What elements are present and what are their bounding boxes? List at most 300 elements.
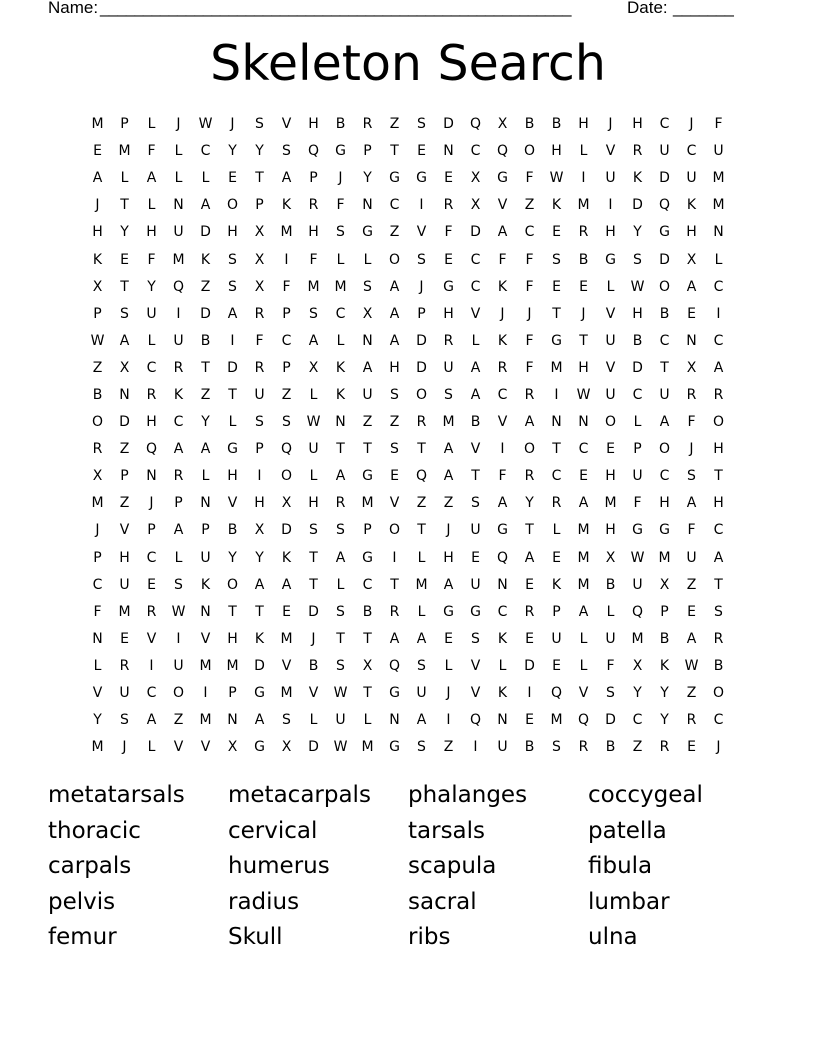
grid-letter: C [659,116,670,133]
grid-letter: R [173,359,184,376]
grid-letter: M [91,495,104,512]
grid-letter: S [471,630,480,647]
grid-letter: M [712,170,725,187]
grid-letter: H [254,495,265,512]
grid-letter: C [281,332,292,349]
grid-letter: A [119,332,130,349]
grid-letter: T [390,576,399,593]
grid-letter: U [470,576,481,593]
grid-letter: A [281,170,292,187]
grid-letter: V [308,685,319,702]
grid-letter: L [147,197,156,214]
grid-letter: N [686,332,697,349]
grid-letter: S [714,603,723,620]
grid-letter: C [335,305,346,322]
grid-row [84,490,732,517]
grid-letter: C [146,359,157,376]
grid-letter: L [606,278,615,295]
grid-letter: E [282,603,291,620]
grid-letter: W [549,170,564,187]
grid-letter: A [497,495,508,512]
grid-letter: N [335,414,346,431]
grid-letter: V [200,739,211,756]
grid-letter: U [254,386,265,403]
grid-letter: D [605,712,616,729]
grid-letter: E [552,224,561,241]
grid-letter: T [309,549,318,566]
word-list-item: carpals [48,853,132,879]
grid-letter: A [389,305,400,322]
grid-letter: D [308,603,319,620]
grid-letter: A [578,495,589,512]
grid-row [84,707,732,734]
grid-letter: L [471,332,480,349]
grid-letter: U [632,576,643,593]
grid-letter: K [173,386,184,403]
grid-letter: E [444,170,453,187]
grid-letter: Z [92,359,103,376]
grid-letter: I [419,197,424,214]
grid-letter: F [93,603,102,620]
grid-letter: V [605,143,616,160]
grid-letter: H [659,495,670,512]
grid-letter: J [149,495,154,512]
grid-letter: S [309,305,318,322]
grid-letter: G [254,685,265,702]
grid-letter: R [389,603,400,620]
grid-letter: V [497,197,508,214]
grid-letter: Y [255,143,264,160]
grid-letter: V [200,630,211,647]
grid-letter: I [527,685,532,702]
grid-letter: C [632,386,643,403]
grid-letter: B [200,332,211,349]
word-list-item: ribs [408,924,451,950]
word-list-item: Skull [228,924,283,950]
grid-row [84,355,732,382]
word-list-item: pelvis [48,888,116,915]
grid-letter: P [93,549,102,566]
grid-letter: V [389,495,400,512]
grid-letter: A [146,170,157,187]
grid-letter: N [200,603,211,620]
grid-letter: H [227,468,238,485]
grid-letter: E [471,549,480,566]
grid-letter: H [605,522,616,539]
word-list-item: fibula [588,853,653,879]
grid-letter: N [92,630,103,647]
grid-letter: L [120,170,129,187]
grid-letter: M [307,278,320,295]
grid-letter: Y [228,143,237,160]
grid-letter: A [578,603,589,620]
name-blank-line: _______________________________________________________ [100,0,571,17]
grid-letter: Y [660,685,669,702]
grid-letter: A [524,414,535,431]
grid-letter: J [122,739,127,756]
grid-letter: L [498,657,507,674]
grid-letter: A [92,170,103,187]
grid-letter: C [713,278,724,295]
grid-letter: O [280,468,293,485]
word-list-item: tarsals [408,817,486,844]
grid-letter: O [712,414,725,431]
grid-letter: R [578,224,589,241]
grid-letter: C [632,712,643,729]
grid-letter: K [659,657,670,674]
grid-letter: Q [172,278,185,295]
grid-letter: Q [658,197,671,214]
grid-letter: L [174,143,183,160]
grid-letter: O [226,576,239,593]
grid-letter: H [308,224,319,241]
grid-letter: A [335,549,346,566]
grid-letter: X [362,657,373,674]
grid-letter: D [281,522,292,539]
grid-letter: N [443,143,454,160]
grid-letter: Y [93,712,102,729]
grid-letter: I [581,170,586,187]
grid-letter: V [173,739,184,756]
grid-letter: N [362,332,373,349]
word-list-item: humerus [228,853,330,879]
grid-letter: K [281,197,292,214]
grid-letter: T [120,278,129,295]
grid-letter: T [255,603,264,620]
grid-letter: U [470,522,481,539]
grid-letter: I [257,468,262,485]
grid-letter: S [471,495,480,512]
grid-letter: S [444,386,453,403]
grid-letter: B [470,414,481,431]
grid-letter: C [551,468,562,485]
grid-letter: B [605,576,616,593]
grid-letter: Q [469,712,482,729]
grid-letter: R [146,386,157,403]
grid-letter: C [713,522,724,539]
grid-row [84,274,732,301]
grid-letter: G [389,685,400,702]
grid-letter: E [579,468,588,485]
grid-letter: O [388,251,401,268]
grid-letter: R [146,603,157,620]
grid-letter: D [632,197,643,214]
grid-letter: U [173,657,184,674]
grid-letter: Q [469,116,482,133]
grid-letter: X [605,549,616,566]
grid-letter: R [632,143,643,160]
grid-letter: T [714,468,723,485]
grid-letter: H [632,305,643,322]
grid-letter: Z [362,414,373,431]
grid-row [84,463,732,490]
grid-letter: R [578,739,589,756]
grid-letter: Y [120,224,129,241]
grid-letter: S [606,685,615,702]
grid-letter: G [551,332,562,349]
grid-letter: J [95,522,100,539]
grid-letter: H [443,549,454,566]
grid-letter: B [605,739,616,756]
grid-letter: L [309,386,318,403]
grid-letter: V [146,630,157,647]
grid-letter: P [282,305,291,322]
grid-letter: A [173,522,184,539]
grid-letter: M [172,251,185,268]
grid-letter: F [444,224,453,241]
grid-letter: R [416,414,427,431]
grid-letter: A [173,441,184,458]
grid-letter: A [200,197,211,214]
grid-letter: I [554,386,559,403]
grid-letter: E [120,630,129,647]
grid-letter: A [416,712,427,729]
grid-letter: Z [686,685,697,702]
grid-letter: P [255,197,264,214]
grid-letter: F [687,414,696,431]
grid-letter: K [632,170,643,187]
grid-letter: L [714,251,723,268]
grid-letter: K [497,332,508,349]
grid-letter: G [335,143,346,160]
grid-letter: N [119,386,130,403]
grid-letter: L [363,712,372,729]
grid-letter: X [470,197,481,214]
grid-letter: U [335,712,346,729]
grid-letter: M [658,549,671,566]
grid-letter: C [659,332,670,349]
grid-letter: H [578,359,589,376]
grid-letter: L [201,170,210,187]
grid-letter: N [389,712,400,729]
grid-letter: L [174,549,183,566]
grid-letter: S [417,251,426,268]
grid-letter: V [605,305,616,322]
grid-letter: V [470,657,481,674]
grid-letter: E [417,143,426,160]
grid-letter: V [281,116,292,133]
grid-letter: S [282,414,291,431]
grid-letter: X [281,739,292,756]
grid-letter: N [227,712,238,729]
grid-letter: G [443,603,454,620]
grid-letter: J [689,116,694,133]
grid-letter: G [389,739,400,756]
grid-letter: X [659,576,670,593]
grid-letter: L [579,630,588,647]
grid-letter: S [687,468,696,485]
grid-letter: H [443,305,454,322]
grid-letter: R [335,495,346,512]
grid-letter: F [606,657,615,674]
grid-letter: R [524,603,535,620]
grid-letter: B [659,305,670,322]
grid-letter: S [120,712,129,729]
grid-letter: G [497,522,508,539]
word-list-item: phalanges [408,782,528,808]
grid-letter: M [91,116,104,133]
grid-letter: A [686,278,697,295]
grid-letter: V [578,685,589,702]
grid-letter: D [632,359,643,376]
grid-letter: G [362,224,373,241]
grid-letter: P [228,685,237,702]
grid-letter: L [336,332,345,349]
grid-letter: A [146,712,157,729]
word-list-item: metatarsals [48,782,185,808]
grid-row [84,382,732,409]
word-list-item: femur [48,924,117,950]
grid-letter: V [497,414,508,431]
grid-letter: J [338,170,343,187]
grid-letter: X [686,359,697,376]
grid-letter: F [525,278,534,295]
grid-letter: R [713,630,724,647]
grid-letter: R [524,468,535,485]
grid-letter: R [524,386,535,403]
grid-letter: W [630,278,645,295]
grid-letter: T [471,468,480,485]
grid-row [84,192,732,219]
grid-letter: Y [201,414,210,431]
grid-letter: J [500,305,505,322]
grid-letter: F [147,251,156,268]
grid-letter: B [524,739,535,756]
grid-letter: R [254,305,265,322]
grid-letter: A [686,630,697,647]
grid-letter: Q [550,685,563,702]
grid-letter: U [146,305,157,322]
grid-letter: Z [389,116,400,133]
grid-letter: P [282,359,291,376]
grid-letter: M [550,359,563,376]
grid-letter: J [446,522,451,539]
grid-letter: W [171,603,186,620]
grid-letter: K [497,278,508,295]
grid-letter: A [713,549,724,566]
grid-letter: D [659,170,670,187]
grid-letter: Q [388,657,401,674]
grid-letter: I [284,251,289,268]
grid-letter: U [605,630,616,647]
grid-letter: A [254,576,265,593]
grid-letter: M [226,657,239,674]
grid-letter: U [605,170,616,187]
grid-letter: A [335,468,346,485]
grid-letter: R [173,468,184,485]
grid-letter: U [443,359,454,376]
grid-letter: N [551,414,562,431]
grid-letter: X [632,657,643,674]
grid-letter: I [608,197,613,214]
grid-letter: A [470,386,481,403]
grid-letter: P [417,305,426,322]
grid-letter: S [552,251,561,268]
grid-row [84,599,732,626]
grid-row [84,138,732,165]
grid-letter: S [255,414,264,431]
grid-letter: I [176,305,181,322]
grid-letter: A [713,359,724,376]
grid-letter: A [470,359,481,376]
grid-letter: Y [525,495,534,512]
grid-letter: T [525,522,534,539]
grid-letter: F [255,332,264,349]
grid-letter: M [199,657,212,674]
grid-letter: G [605,251,616,268]
grid-letter: W [90,332,105,349]
grid-letter: S [552,739,561,756]
grid-letter: P [309,170,318,187]
grid-letter: M [118,603,131,620]
grid-letter: B [227,522,238,539]
grid-letter: V [119,522,130,539]
grid-letter: S [633,251,642,268]
grid-letter: X [254,278,265,295]
grid-letter: O [523,441,536,458]
grid-letter: X [254,522,265,539]
grid-letter: W [333,685,348,702]
grid-letter: J [176,116,181,133]
grid-letter: J [608,116,613,133]
grid-letter: H [605,468,616,485]
grid-letter: A [362,359,373,376]
grid-letter: G [470,603,481,620]
grid-letter: S [390,441,399,458]
grid-letter: W [198,116,213,133]
grid-letter: V [470,441,481,458]
grid-letter: Q [577,712,590,729]
grid-letter: V [605,359,616,376]
grid-letter: U [605,386,616,403]
grid-letter: U [362,386,373,403]
grid-letter: J [446,685,451,702]
grid-letter: X [686,251,697,268]
grid-letter: J [419,278,424,295]
grid-letter: E [147,576,156,593]
grid-letter: O [658,278,671,295]
grid-letter: E [525,576,534,593]
grid-letter: C [713,712,724,729]
grid-letter: P [363,522,372,539]
grid-letter: S [336,224,345,241]
grid-letter: Z [389,414,400,431]
grid-letter: B [362,603,373,620]
grid-letter: A [254,712,265,729]
grid-letter: J [581,305,586,322]
grid-letter: P [552,603,561,620]
grid-letter: W [684,657,699,674]
grid-letter: F [525,170,534,187]
grid-letter: W [333,739,348,756]
grid-letter: I [203,685,208,702]
grid-letter: T [255,170,264,187]
grid-letter: H [308,495,319,512]
grid-letter: X [362,305,373,322]
grid-letter: B [524,116,535,133]
grid-letter: C [389,197,400,214]
grid-letter: A [524,549,535,566]
grid-letter: H [713,441,724,458]
grid-letter: Y [228,549,237,566]
grid-letter: N [146,468,157,485]
grid-letter: A [227,305,238,322]
grid-letter: L [444,657,453,674]
grid-letter: G [632,522,643,539]
grid-letter: C [173,414,184,431]
grid-letter: K [254,630,265,647]
grid-letter: G [416,170,427,187]
